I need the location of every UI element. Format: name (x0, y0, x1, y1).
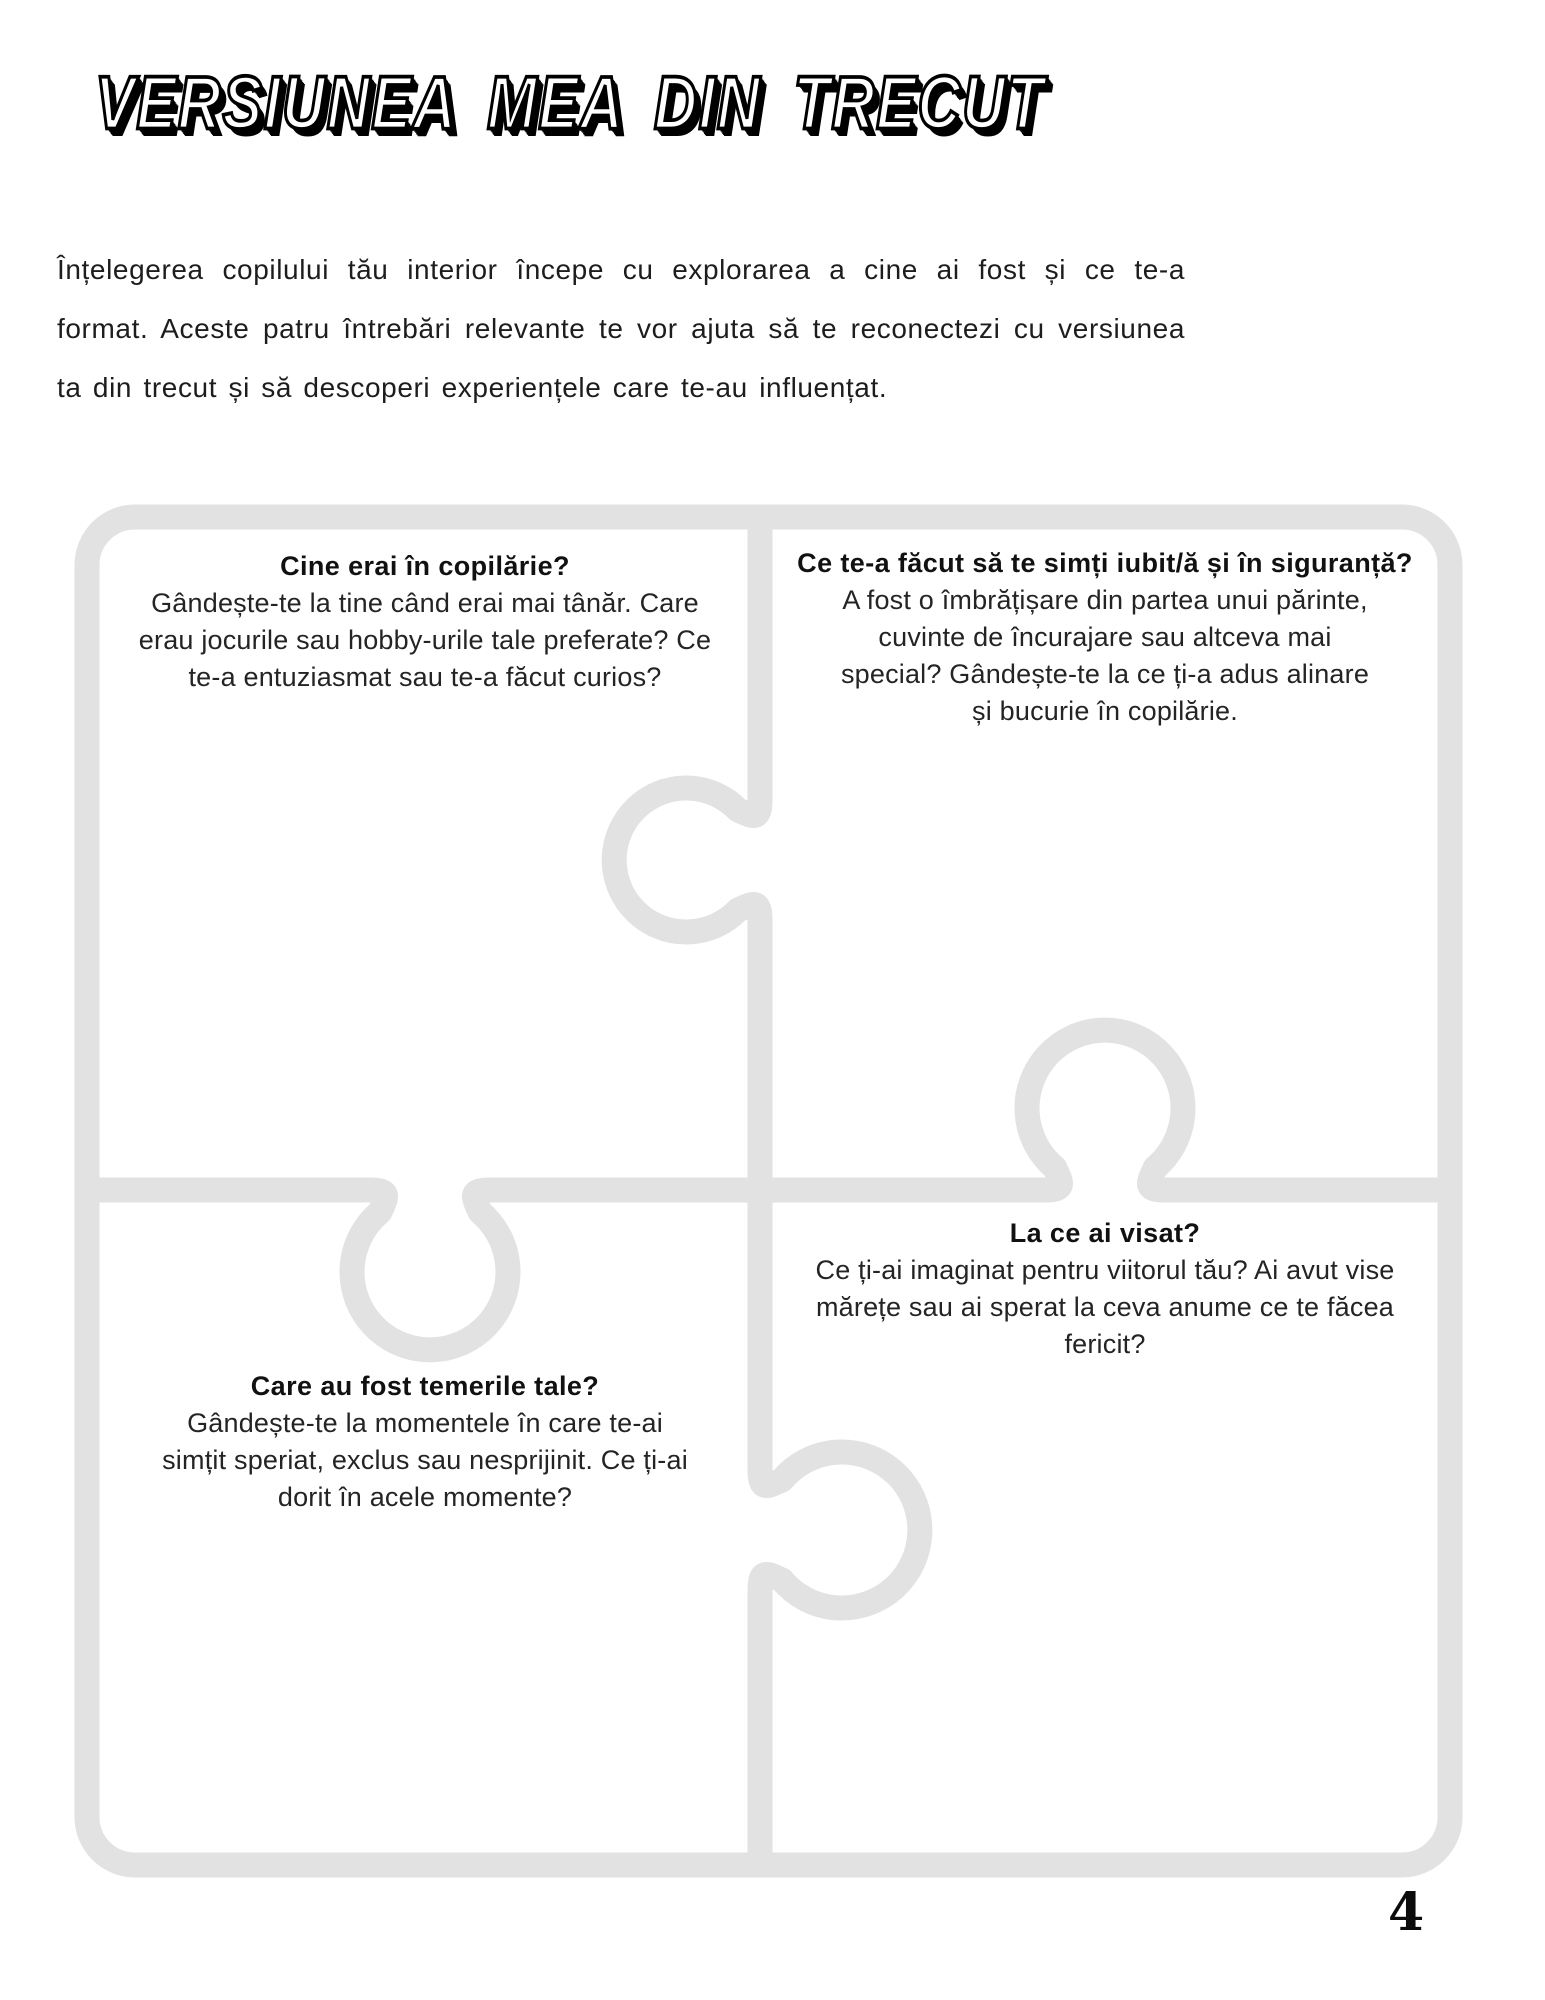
page-number: 4 (1388, 1882, 1425, 1943)
puzzle-piece-bottom-right (795, 1215, 1415, 1363)
piece-body: Ce ți-ai imaginat pentru viitorul tău? Ai avut vise mărețe sau ai sperat la ceva anume ce te făcea fericit? (815, 1255, 1395, 1359)
piece-heading: Cine erai în copilărie? (280, 551, 570, 581)
piece-heading: Ce te-a făcut să te simți iubit/ă și în siguranță? (797, 548, 1413, 578)
puzzle-piece-top-left (125, 548, 725, 696)
piece-body: Gândește-te la momentele în care te-ai simțit speriat, exclus sau nesprijinit. Ce ți-ai dorit în acele momente? (162, 1408, 688, 1512)
piece-body: A fost o îmbrățișare din partea unui părinte, cuvinte de încurajare sau altceva mai special? Gândește-te la ce ți-a adus alinare și bucurie în copilărie. (840, 585, 1370, 726)
page-title: VERSIUNEA MEA DIN TRECUT (95, 60, 1045, 145)
puzzle-piece-top-right (795, 545, 1415, 730)
puzzle-divider-horizontal-left (87, 1190, 760, 1350)
piece-heading: La ce ai visat? (1009, 1218, 1201, 1248)
puzzle-piece-bottom-left (155, 1368, 695, 1516)
piece-heading: Care au fost temerile tale? (250, 1371, 600, 1401)
puzzle-divider-horizontal-right (760, 1030, 1450, 1190)
intro-paragraph: Înțelegerea copilului tău interior începe cu explorarea a cine ai fost și ce te-a format. Aceste patru întrebări relevante te vor ajuta să te reconectezi cu versiunea ta din trecut și să descoperi experiențele care te-au influențat. (57, 254, 1185, 403)
piece-body: Gândește-te la tine când erai mai tânăr. Care erau jocurile sau hobby-urile tale preferate? Ce te-a entuziasmat sau te-a făcut curios? (138, 588, 712, 692)
